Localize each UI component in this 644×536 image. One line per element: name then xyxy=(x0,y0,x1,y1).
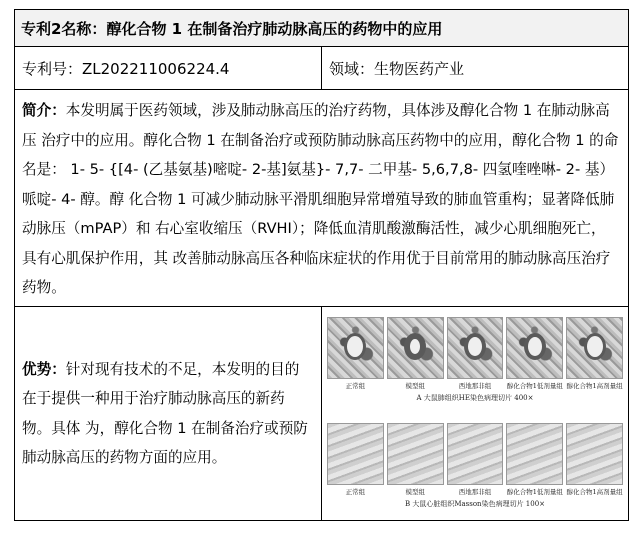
patent-info-table xyxy=(14,9,629,521)
pathology-figure xyxy=(322,307,628,520)
group-label: 西地那非组 xyxy=(458,382,492,390)
patent-field: 领域：生物医药产业 xyxy=(329,59,465,78)
masson-image-model xyxy=(387,423,444,485)
abstract-label: 简介： xyxy=(22,102,66,119)
he-image-high-dose xyxy=(566,317,623,379)
he-image-model xyxy=(387,317,444,379)
group-label: 醇化合物1高剂量组 xyxy=(566,382,623,390)
masson-image-sildenafil xyxy=(447,423,504,485)
group-label: 模型组 xyxy=(405,488,425,496)
advantage-section xyxy=(22,355,313,473)
abstract-section xyxy=(15,90,628,307)
advantage-text: 针对现有技术的不足，本发明的目的在于提供一种用于治疗肺动脉高压的新药物。具体 为，醇化合物 1 在制备治疗或预防肺动脉高压的药物方面的应用。 xyxy=(22,360,308,466)
masson-stain-panel xyxy=(327,423,623,509)
group-label: 醇化合物1低剂量组 xyxy=(506,382,563,390)
he-image-normal xyxy=(327,317,384,379)
advantage-row xyxy=(15,307,628,520)
abstract-text: 本发明属于医药领域，涉及肺动脉高压的治疗药物，具体涉及醇化合物 1 在肺动脉高压 治疗中的应用。醇化合物 1 在制备治疗或预防肺动脉高压药物中的应用，醇化合物 1 的命名是： 1- 5- {[4- (乙基氨基)嘧啶- 2-基]氨基}- 7,7- 二甲基- 5,6,7,8- 四氢喹唑啉- 2- 基） 哌啶- 4- 醇。醇 化合物 1 可减少肺动脉平滑肌细胞异常增殖导致的肺血管重构；显著降低肺动脉压（mPAP）和 右心室收缩压（RVHI）；降低血清肌酸激酶活性，减少心肌细胞死亡，具有心肌保护作用，其 改善肺动脉高压各种临床症状的作用优于目前常用的肺动脉高压治疗药物。 xyxy=(22,102,619,296)
group-label: 模型组 xyxy=(405,382,425,390)
patent-number: 专利号：ZL202211006224.4 xyxy=(15,47,322,89)
caption-a: A 大鼠肺组织HE染色病理切片 400× xyxy=(416,394,534,402)
group-label: 醇化合物1高剂量组 xyxy=(566,488,623,496)
patent-meta-row xyxy=(15,47,628,90)
caption-b: B 大鼠心脏组织Masson染色病理切片 100× xyxy=(404,500,546,508)
advantage-label: 优势： xyxy=(22,360,66,378)
masson-image-normal xyxy=(327,423,384,485)
patent-title: 专利2名称：醇化合物 1 在制备治疗肺动脉高压的药物中的应用 xyxy=(15,10,628,47)
masson-image-high-dose xyxy=(566,423,623,485)
masson-image-low-dose xyxy=(506,423,563,485)
group-label: 西地那非组 xyxy=(458,488,492,496)
he-stain-panel xyxy=(327,317,623,403)
he-image-sildenafil xyxy=(447,317,504,379)
group-label: 正常组 xyxy=(345,382,366,390)
group-label: 醇化合物1低剂量组 xyxy=(506,488,563,496)
he-image-low-dose xyxy=(506,317,563,379)
advantage-cell xyxy=(15,307,322,520)
group-label: 正常组 xyxy=(345,488,366,496)
